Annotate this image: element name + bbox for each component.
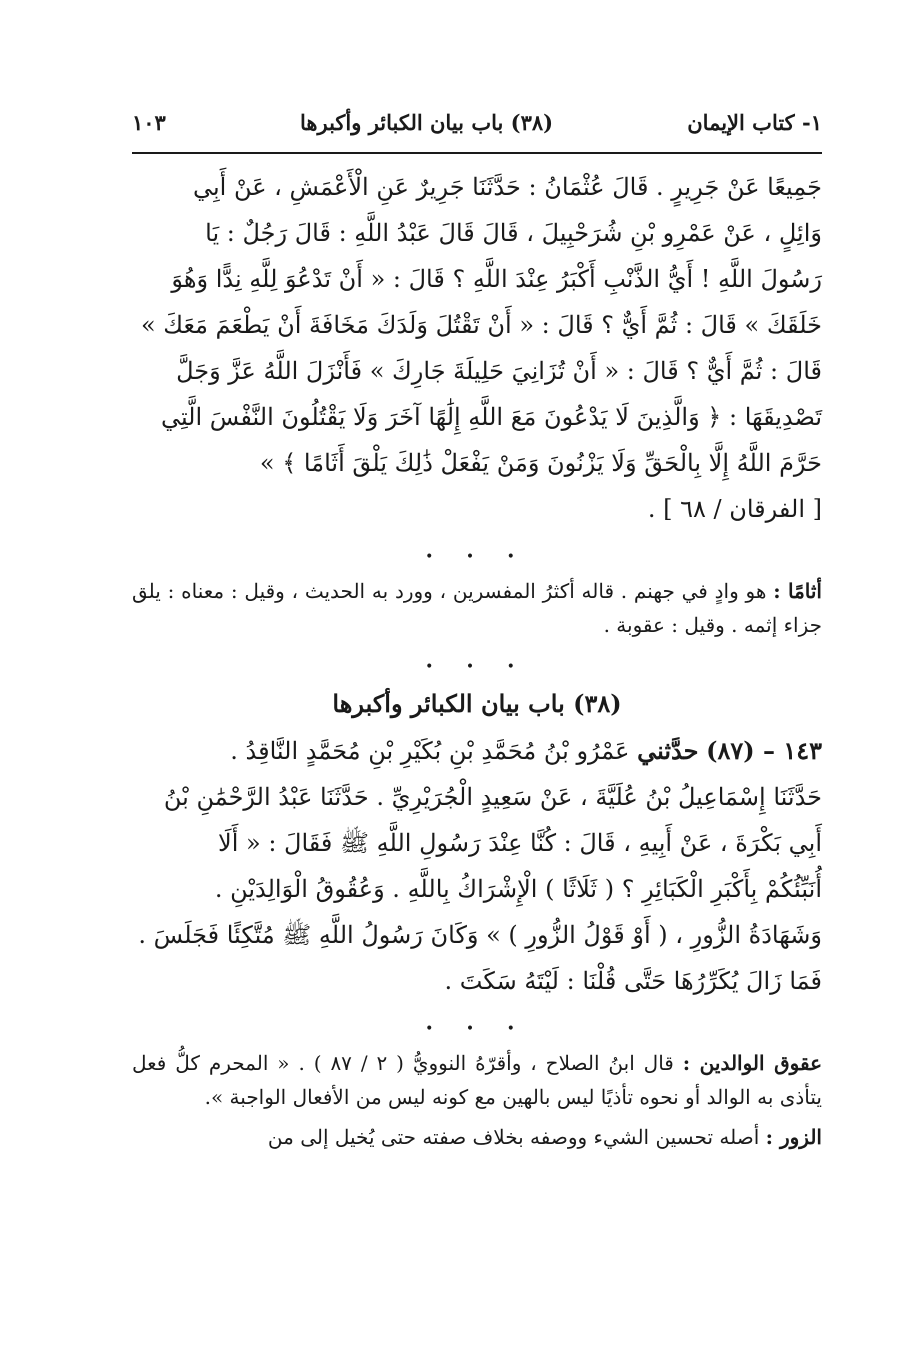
text-line: حَرَّمَ اللَّهُ إِلَّا بِالْحَقِّ وَلَا يَزْنُونَ وَمَنْ يَفْعَلْ ذَٰلِكَ يَلْقَ أَثَامًا ﴾ »: [259, 449, 822, 477]
narrator-text: عَمْرُو بْنُ مُحَمَّدِ بْنِ بُكَيْرِ بْنِ مُحَمَّدٍ النَّاقِدُ .: [230, 737, 638, 765]
quran-reference: [ الفرقان / ٦٨ ] .: [647, 495, 822, 523]
gloss-entry: [132, 574, 822, 642]
gloss-entry: [132, 1120, 822, 1154]
text-line: خَلَقَكَ » قَالَ : ثُمَّ أَيٌّ ؟ قَالَ : « أَنْ تَقْتُلَ وَلَدَكَ مَخَافَةَ أَنْ يَطْعَمَ مَعَكَ »: [140, 311, 822, 339]
text-line: حَدَّثَنَا إِسْمَاعِيلُ بْنُ عُلَيَّةَ ، عَنْ سَعِيدٍ الْجُرَيْرِيِّ . حَدَّثَنَا عَبْدُ الرَّحْمَٰنِ بْنُ: [163, 783, 822, 811]
page-number: ١٠٣: [132, 110, 166, 135]
section-separator: • • •: [425, 1021, 529, 1037]
section-separator: • • •: [425, 549, 529, 565]
text-line: جَمِيعًا عَنْ جَرِيرٍ . قَالَ عُثْمَانُ : حَدَّثَنَا جَرِيرٌ عَنِ الْأَعْمَشِ ، عَنْ أَبِي: [192, 173, 822, 201]
gloss-term: أثامًا :: [773, 579, 822, 603]
text-line: تَصْدِيقَهَا : ﴿ وَالَّذِينَ لَا يَدْعُونَ مَعَ اللَّهِ إِلَٰهًا آخَرَ وَلَا يَقْتُلُونَ النَّفْسَ الَّتِي: [160, 403, 822, 431]
text-line: رَسُولَ اللَّهِ ! أَيُّ الذَّنْبِ أَكْبَرُ عِنْدَ اللَّهِ ؟ قَالَ : « أَنْ تَدْعُوَ لِلَّهِ نِدًّا وَهُوَ: [171, 265, 822, 293]
hadith-number: ١٤٣ – (٨٧): [706, 736, 822, 765]
gloss-text: هو وادٍ في جهنم . قاله أكثرُ المفسرين ، وورد به الحديث ، وقيل : معناه : يلق جزاء إثمه . وقيل : عقوبة .: [132, 579, 822, 637]
running-header: [132, 110, 822, 154]
section-separator: • • •: [425, 659, 529, 675]
gloss-text: قال ابنُ الصلاح ، وأقرّهُ النوويُّ ( ٢ / ٨٧ ) . « المحرم كلُّ فعل يتأذى به الوالد أو نحوه تأذيًا ليس بالهين مع كونه ليس من الأفعال الواجبة ».: [132, 1051, 822, 1109]
text-line: أَبِي بَكْرَةَ ، عَنْ أَبِيهِ ، قَالَ : كُنَّا عِنْدَ رَسُولِ اللَّهِ ﷺ فَقَالَ : « أَلَا: [218, 829, 822, 857]
gloss-term: عقوق الوالدين :: [682, 1051, 823, 1075]
footnote-gloss: [132, 1046, 822, 1154]
book-title: ١- كتاب الإيمان: [687, 110, 822, 135]
gloss-term: الزور :: [765, 1125, 822, 1149]
gloss-entry: [132, 1046, 822, 1114]
book-page: [132, 110, 822, 1160]
chapter-title: (٣٨) باب بيان الكبائر وأكبرها: [332, 689, 622, 718]
hadith-haddathani: حدَّثني: [637, 736, 699, 765]
text-line: قَالَ : ثُمَّ أَيٌّ ؟ قَالَ : « أَنْ تُزَانِيَ حَلِيلَةَ جَارِكَ » فَأَنْزَلَ اللَّهُ عَزَّ وَجَلَّ: [176, 357, 822, 385]
footnote-gloss: [132, 574, 822, 642]
hadith-text-continued: [132, 164, 822, 532]
hadith-text: [132, 728, 822, 1004]
hadith-opening-line: [132, 728, 822, 774]
gloss-text: أصله تحسين الشيء ووصفه بخلاف صفته حتى يُخيل إلى من: [267, 1125, 766, 1149]
text-line: فَمَا زَالَ يُكَرِّرُهَا حَتَّى قُلْنَا : لَيْتَهُ سَكَتَ .: [444, 967, 822, 995]
text-line: أُنَبِّئُكُمْ بِأَكْبَرِ الْكَبَائِرِ ؟ ( ثَلَاثًا ) الْإِشْرَاكُ بِاللَّهِ . وَعُقُوقُ الْوَالِدَيْنِ .: [214, 875, 822, 903]
text-line: وَائِلٍ ، عَنْ عَمْرِو بْنِ شُرَحْبِيلَ ، قَالَ قَالَ عَبْدُ اللَّهِ : قَالَ رَجُلٌ : يَا: [205, 219, 822, 247]
text-line: وَشَهَادَةُ الزُّورِ ، ( أَوْ قَوْلُ الزُّورِ ) » وَكَانَ رَسُولُ اللَّهِ ﷺ مُتَّكِئًا فَجَلَسَ .: [138, 921, 822, 949]
chapter-header: (٣٨) باب بيان الكبائر وأكبرها: [300, 110, 554, 135]
